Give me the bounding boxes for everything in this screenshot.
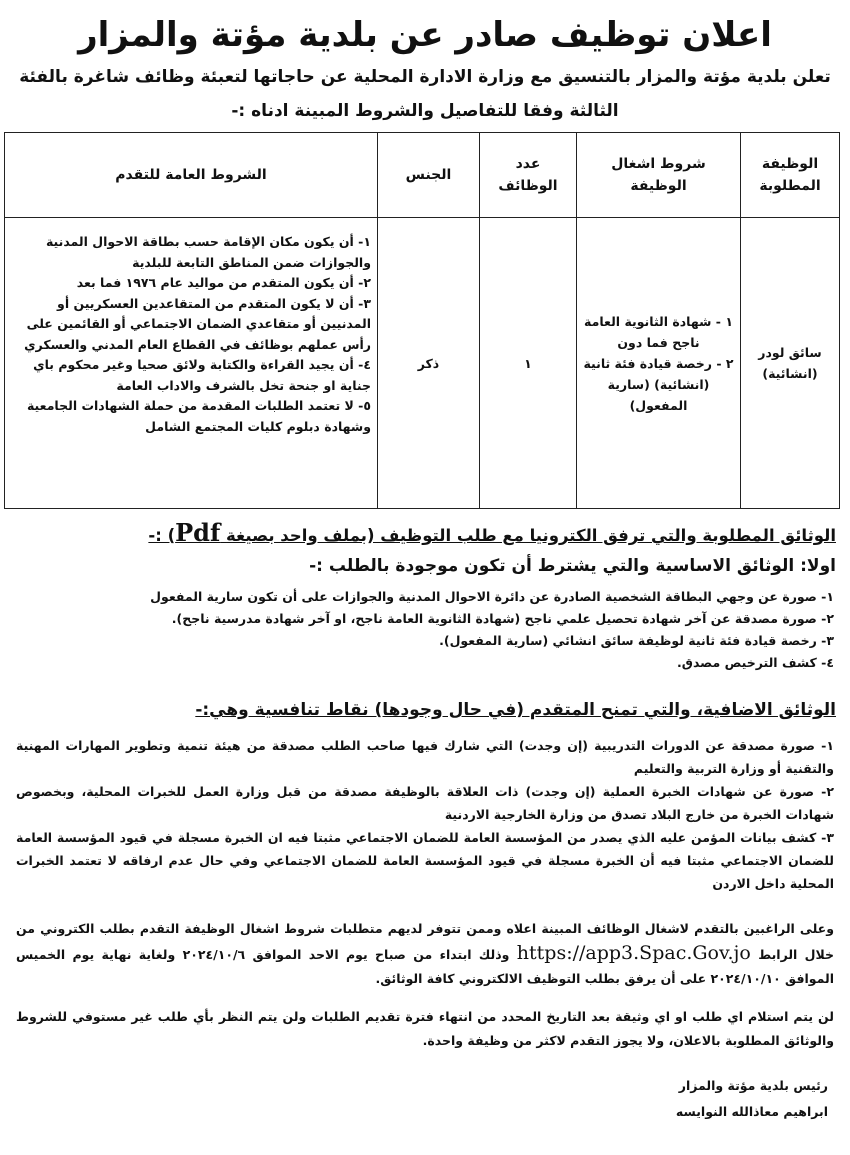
application-instructions: [16, 917, 834, 991]
header-conditions: الشروط العامة للتقدم: [5, 133, 378, 218]
intro-paragraph: تعلن بلدية مؤتة والمزار بالتنسيق مع وزارة الادارة المحلية عن حاجاتها لتعبئة وظائف شاغرة بالفئة الثالثة وفقا للتفاصيل والشروط المبينة ادناه :-: [19, 67, 831, 121]
list-item: ٤- كشف الترخيص مصدق.: [677, 655, 834, 670]
list-item: ١- صورة عن وجهي البطاقة الشخصية الصادرة عن دائرة الاحوال المدنية والجوازات على أن تكون سارية المفعول: [150, 589, 834, 604]
list-item: ٣- كشف بيانات المؤمن عليه الذي يصدر من المؤسسة العامة للضمان الاجتماعي مثبتا فيه ان الخبرة مسجلة في قيود المؤسسة العامة للضمان الاجتماعي مثبتا فيه أن الخبرة مسجلة في قيود المؤسسة العامة للضمان الاجتماعي وفي حال عدم ارفاقه لا تعتمد الخبرات المحلية داخل الاردن: [16, 830, 834, 891]
docs-title-pdf: Pdf: [175, 518, 221, 547]
cell-conditions: [5, 218, 378, 509]
basic-documents-title: اولا: الوثائق الاساسية والتي يشترط أن تكون موجودة بالطلب :-: [309, 556, 836, 576]
additional-documents-list: [16, 734, 834, 895]
cell-job: سائق لودر (انشائية): [741, 218, 840, 509]
requirement-item: ٢ - رخصة قيادة فئة ثانية (انشائية) (سارية المفعول): [583, 355, 734, 413]
list-item: ١- صورة مصدقة عن الدورات التدريبية (إن وجدت) التي شارك فيها صاحب الطلب مصدقة من هيئة تنمية وتطوير المهارات المهنية والتقنية أو وزارة التربية والتعليم: [16, 738, 834, 776]
requirement-item: ١ - شهادة الثانوية العامة ناجح فما دون: [584, 313, 733, 350]
instructions-part1: وعلى الراغبين بالتقدم لاشغال الوظائف المبينة اعلاه وممن تتوفر لديهم متطلبات شروط اشغال الوظيفة التقدم بطلب الكتروني من خلال الرابط: [16, 921, 835, 962]
docs-title-prefix: الوثائق المطلوبة والتي ترفق الكترونيا مع طلب التوظيف (بملف واحد بصيغة: [226, 526, 836, 545]
signature-name: ابراهيم معاذالله النوايسه: [675, 1104, 828, 1119]
application-link[interactable]: https://app3.Spac.Gov.jo: [516, 942, 751, 964]
announcement-page: [0, 14, 850, 1155]
table-row: [5, 218, 840, 509]
docs-title-suffix: ) :-: [148, 526, 176, 545]
table-header-row: [5, 133, 840, 218]
page-title: اعلان توظيف صادر عن بلدية مؤتة والمزار: [78, 15, 772, 55]
condition-item: ٥- لا تعتمد الطلبات المقدمة من حملة الشهادات الجامعية وشهادة دبلوم كليات المجتمع الشامل: [26, 398, 371, 434]
header-gender: الجنس: [378, 133, 480, 218]
condition-item: ٣- أن لا يكون المتقدم من المتقاعدين العسكريين أو المدنيين أو متقاعدي الضمان الاجتماعي أو القائمين على رأس عملهم بوظائف في القطاع العام المدني والعسكري: [24, 295, 371, 352]
list-item: ٢- صورة عن شهادات الخبرة العملية (إن وجدت) ذات العلاقة بالوظيفة مصدقة من قبل وزارة العمل للخبرات المحلية، وبخصوص شهادات الخبرة من خارج البلاد تصدق من وزارة الخارجية الاردنية: [16, 784, 834, 822]
header-job: الوظيفة المطلوبة: [741, 133, 840, 218]
additional-documents-title: الوثائق الاضافية، والتي تمنح المتقدم (في حال وجودها) نقاط تنافسية وهي:-: [195, 700, 836, 720]
final-note: لن يتم استلام اي طلب او اي وثيقة بعد التاريخ المحدد من انتهاء فترة تقديم الطلبات ولن يتم النظر بأي طلب غير مستوفي للشروط والوثائق المطلوبة بالاعلان، ولا يجوز التقدم لاكثر من وظيفة واحدة.: [16, 1009, 834, 1048]
condition-item: ١- أن يكون مكان الإقامة حسب بطاقة الاحوال المدنية والجوازات ضمن المناطق التابعة للبلدية: [45, 234, 371, 270]
list-item: ٣- رخصة قيادة فئة ثانية لوظيفة سائق انشائي (سارية المفعول).: [439, 633, 834, 648]
header-count: عدد الوظائف: [480, 133, 577, 218]
instructions-part2: وذلك ابتداء من صباح يوم الاحد الموافق ٢٠٢٤/١٠/٦ ولغاية نهاية يوم الخميس الموافق ٢٠٢٤/١٠/١٠ على أن يرفق بطلب التوظيف الالكتروني كافة الوثائق.: [16, 947, 834, 986]
cell-gender: ذكر: [378, 218, 480, 509]
condition-item: ٤- أن يجيد القراءة والكتابة ولائق صحيا وغير محكوم باي جناية او جنحة تخل بالشرف والاداب العامة: [33, 357, 371, 393]
basic-documents-list: [16, 586, 834, 674]
header-requirements: شروط اشغال الوظيفة: [577, 133, 741, 218]
cell-count: ١: [480, 218, 577, 509]
signature-block: [10, 1073, 828, 1125]
signature-role: رئيس بلدية مؤتة والمزار: [678, 1078, 828, 1093]
list-item: ٢- صورة مصدقة عن آخر شهادة تحصيل علمي ناجح (شهادة الثانوية العامة ناجح، او آخر شهادة مدرسية ناجح).: [171, 611, 834, 626]
required-documents-title: [14, 519, 836, 550]
jobs-table: [4, 132, 840, 509]
condition-item: ٢- أن يكون المتقدم من مواليد عام ١٩٧٦ فما بعد: [76, 275, 371, 290]
cell-requirements: [577, 218, 741, 509]
